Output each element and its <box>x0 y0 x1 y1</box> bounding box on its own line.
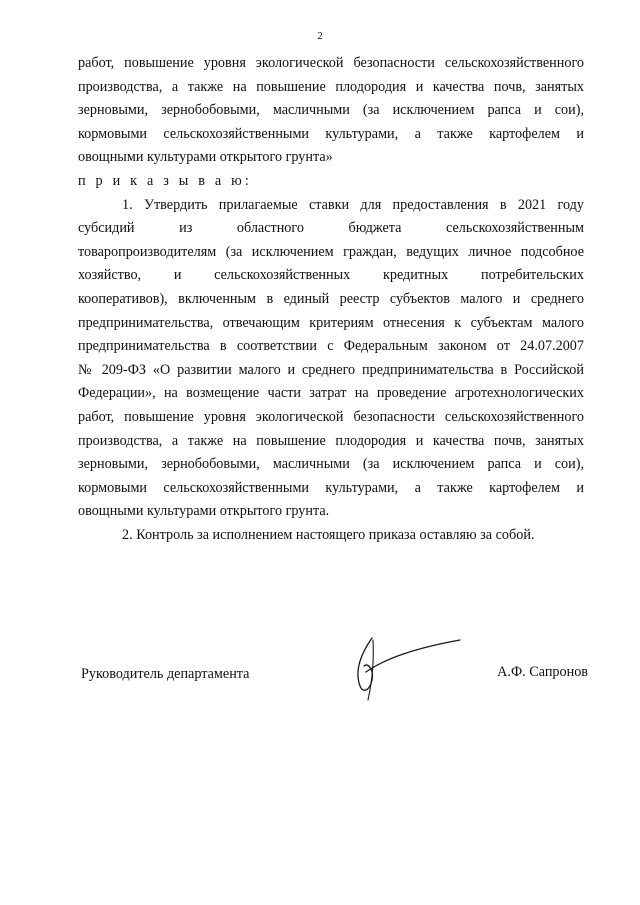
signature-block <box>78 664 588 694</box>
order-heading: п р и к а з ы в а ю: <box>78 172 253 189</box>
text-line: работ, повышение уровня экологической безопасности сельскохозяйственного <box>78 408 584 425</box>
page-number: 2 <box>317 30 323 42</box>
text-line: производства, а также на повышение плодородия и качества почв, занятых <box>78 432 584 449</box>
text-line: кормовыми сельскохозяйственными культурами, а также картофелем и <box>78 479 584 496</box>
text-line: зерновыми, зернобобовыми, масличными (за исключением рапса и сои), <box>78 456 584 473</box>
signer-name: А.Ф. Сапронов <box>497 664 588 680</box>
text-line: товаропроизводителям (за исключением граждан, ведущих личное подсобное <box>78 243 584 260</box>
signer-position: Руководитель департамента <box>81 666 250 682</box>
text-line: хозяйство, и сельскохозяйственных кредитных потребительских <box>78 267 584 284</box>
text-line: субсидий из областного бюджета сельскохозяйственным <box>78 220 584 237</box>
text-line: предпринимательства, отвечающим критериям отнесения к субъектам малого <box>78 314 584 331</box>
text-line: Федерации», на возмещение части затрат на проведение агротехнологических <box>78 385 584 402</box>
text-line: овощными культурами открытого грунта» <box>78 149 333 166</box>
text-line: предпринимательства в соответствии с Федеральным законом от 24.07.2007 <box>78 338 584 355</box>
text-line: овощными культурами открытого грунта. <box>78 503 330 520</box>
text-line: зерновыми, зернобобовыми, масличными (за исключением рапса и сои), <box>78 102 584 119</box>
document-body <box>78 52 584 547</box>
text-line: производства, а также на повышение плодородия и качества почв, занятых <box>78 78 584 95</box>
text-line: кормовыми сельскохозяйственными культурами, а также картофелем и <box>78 125 584 142</box>
text-line: работ, повышение уровня экологической безопасности сельскохозяйственного <box>78 55 584 71</box>
paragraph-2: 2. Контроль за исполнением настоящего приказа оставляю за собой. <box>122 526 535 543</box>
text-line: № 209-ФЗ «О развитии малого и среднего предпринимательства в Российской <box>78 361 584 378</box>
paragraph-1-start: 1. Утвердить прилагаемые ставки для предоставления в 2021 году <box>122 196 584 213</box>
text-line: кооперативов), включенным в единый реестр субъектов малого и среднего <box>78 290 584 307</box>
